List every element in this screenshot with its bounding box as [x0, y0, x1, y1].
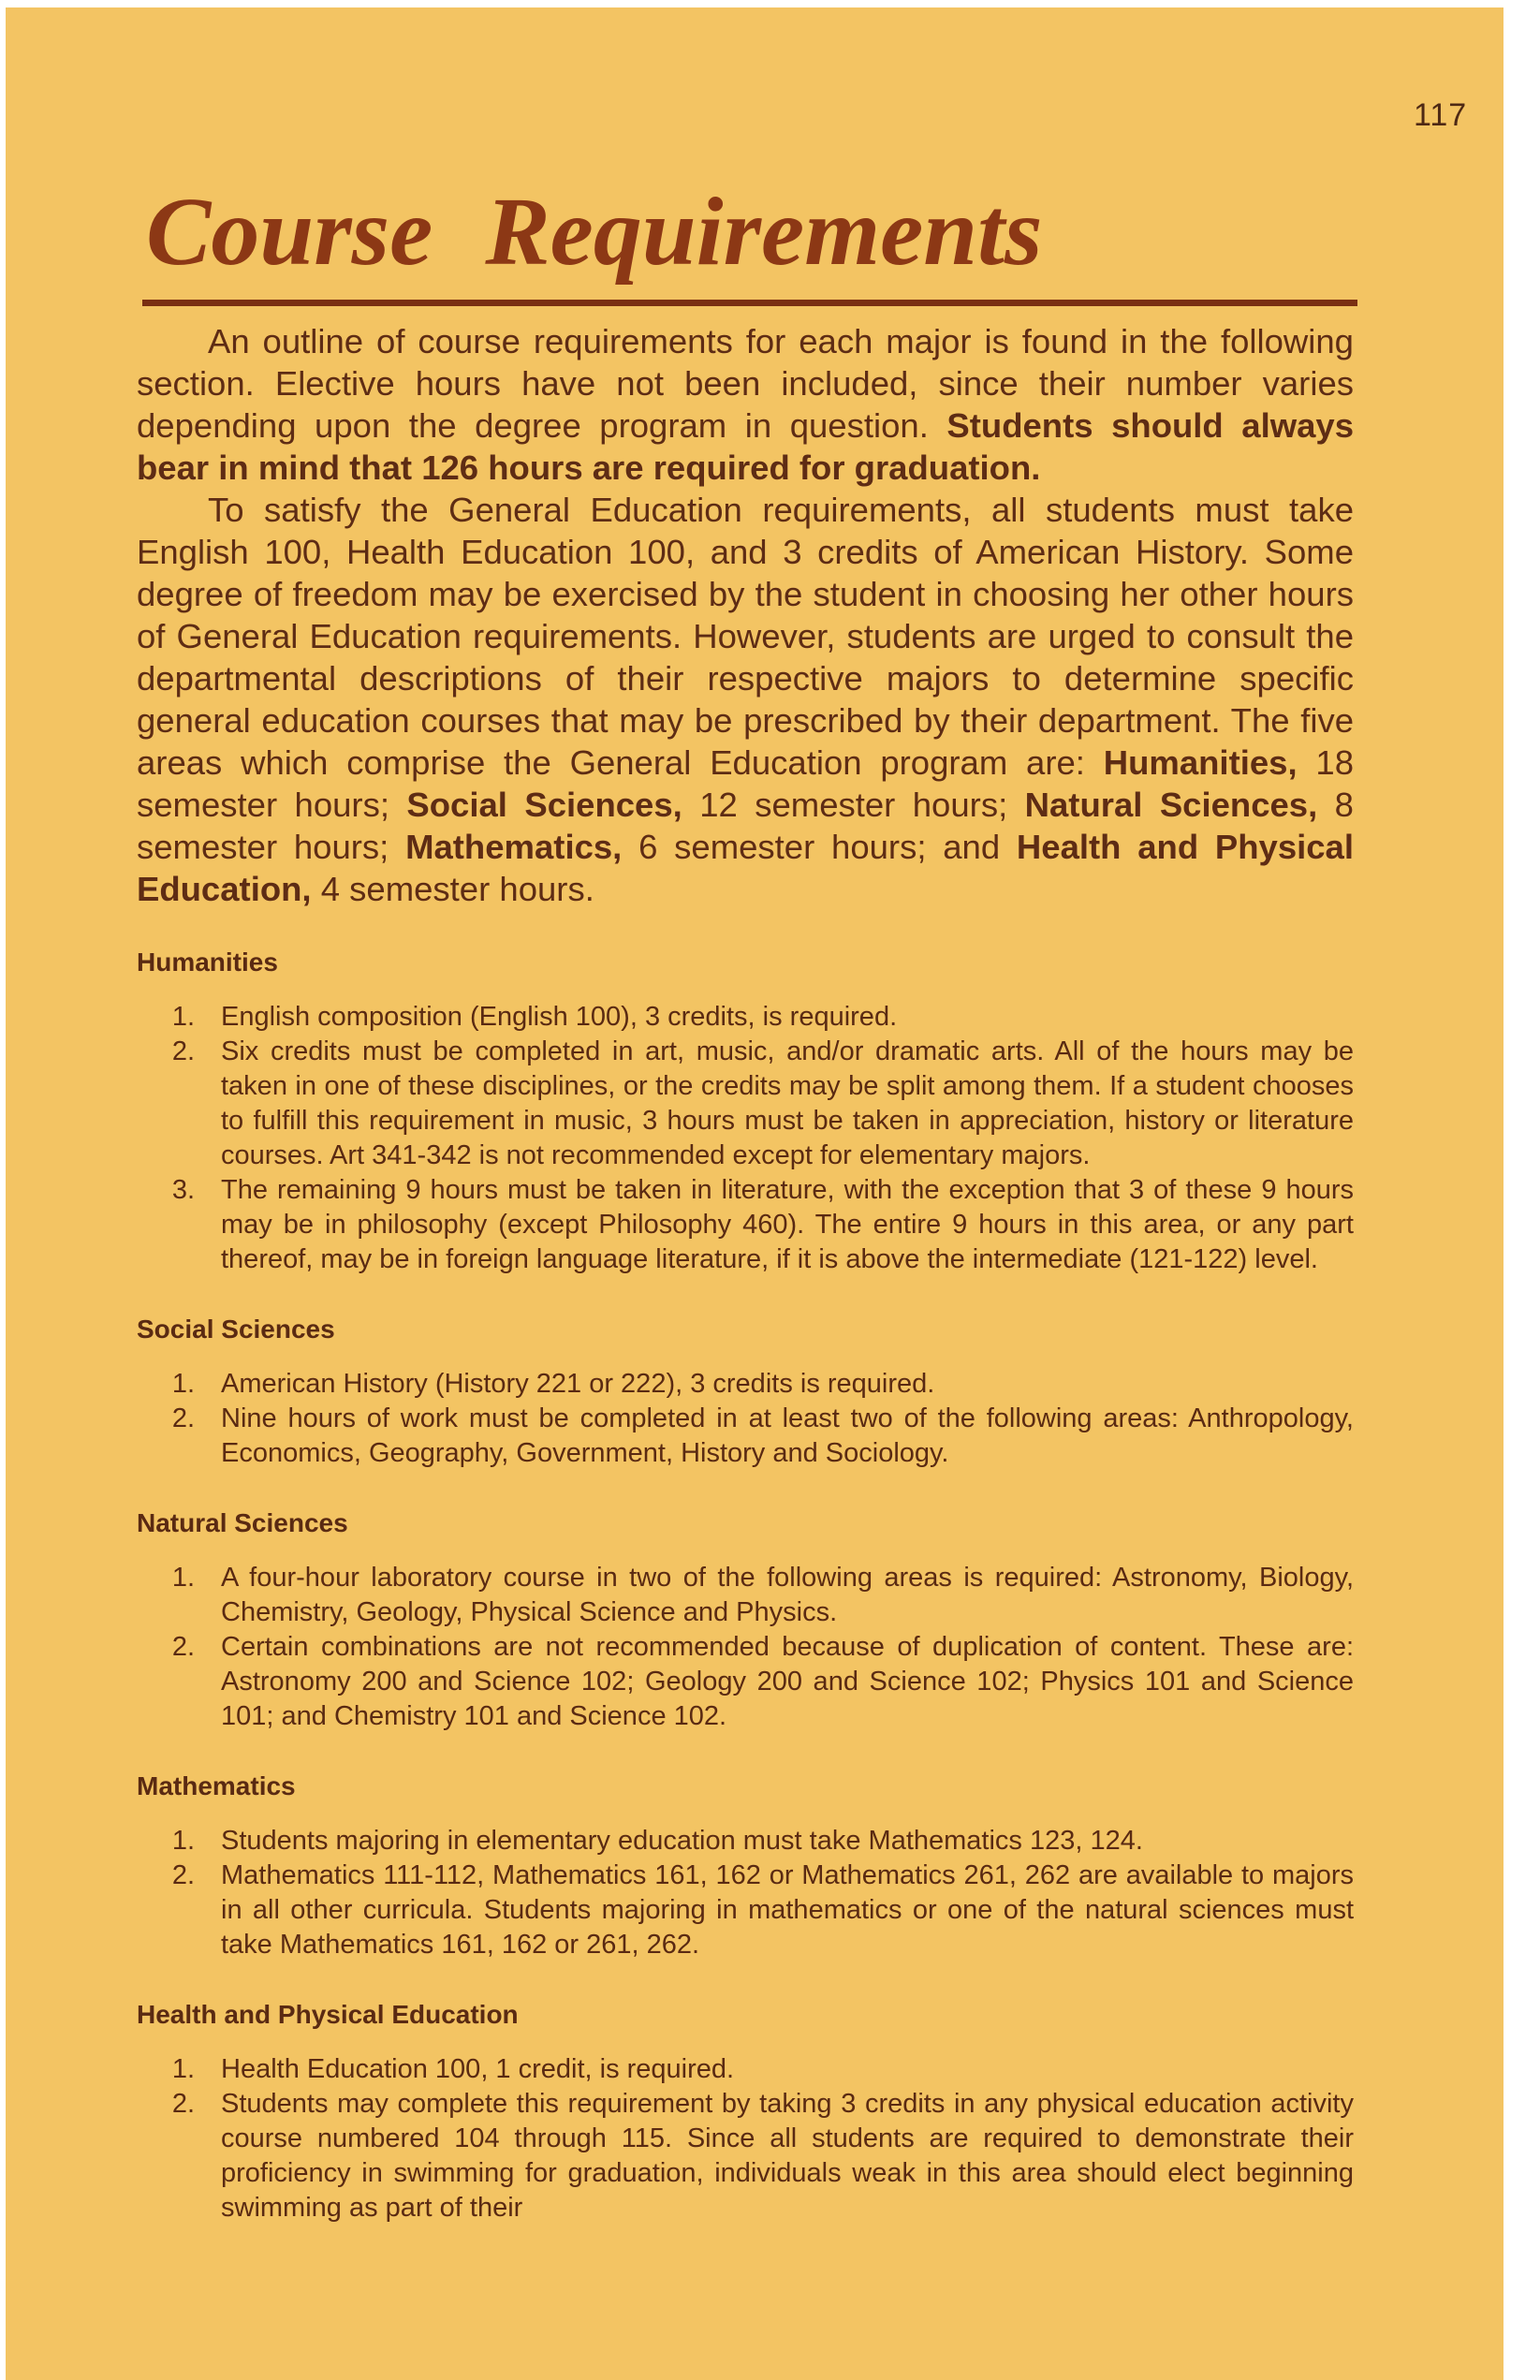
item-number: 2. [171, 1632, 195, 1662]
requirement-list [137, 1824, 1354, 1962]
section-heading: Natural Sciences [137, 1508, 348, 1537]
item-text: Mathematics 111-112, Mathematics 161, 162 or Mathematics 261, 262 are available to majors in all other curricula. Students majoring in mathematics or one of the natural sciences must take Mathematics 161, 162 or 261, 262. [221, 1860, 1354, 1960]
item-number: 1. [171, 1369, 195, 1399]
list-item [137, 1000, 1354, 1035]
item-number: 1. [171, 1563, 195, 1593]
item-number: 2. [171, 1403, 195, 1433]
list-item [137, 1858, 1354, 1962]
list-item [137, 2052, 1354, 2087]
area-name: Humanities, [1103, 743, 1298, 782]
intro [137, 320, 1354, 910]
item-number: 1. [171, 2054, 195, 2084]
area-hours: 18 semester hours; [137, 743, 1354, 824]
requirement-list [137, 1561, 1354, 1734]
item-number: 1. [171, 1826, 195, 1856]
item-text: Certain combinations are not recommended because of duplication of content. These are: Astronomy 200 and Science 102; Geology 200 and Science 102; Physics 101 and Science 101; and Chemistry 101 and Science 102. [221, 1632, 1354, 1731]
section-heading: Social Sciences [137, 1315, 335, 1344]
title-rule [142, 300, 1357, 306]
intro-paragraph-2 [137, 489, 1354, 910]
page-number: 117 [1414, 97, 1468, 133]
item-text: A four-hour laboratory course in two of the following areas is required: Astronomy, Biology, Chemistry, Geology, Physical Science and Physics. [221, 1563, 1354, 1627]
item-text: Students may complete this requirement by taking 3 credits in any physical education activity course numbered 104 through 115. Since all students are required to demonstrate their proficiency in swimming for graduation, individuals weak in this area should elect beginning swimming as part of their [221, 2089, 1354, 2223]
area-name: Natural Sciences, [1024, 786, 1318, 824]
item-number: 3. [171, 1175, 195, 1205]
area-hours: 12 semester hours; [682, 786, 1025, 824]
list-item [137, 1561, 1354, 1630]
list-item [137, 1630, 1354, 1734]
section-social-sciences [137, 1315, 1354, 1471]
list-item [137, 1367, 1354, 1402]
item-text: English composition (English 100), 3 credits, is required. [221, 1002, 898, 1032]
list-item [137, 1824, 1354, 1858]
area-hours: 8 semester hours; [137, 786, 1354, 866]
item-number: 2. [171, 1036, 195, 1066]
item-text: Six credits must be completed in art, music, and/or dramatic arts. All of the hours may be taken in one of these disciplines, or the credits may be split among them. If a student chooses to fulfill this requirement in music, 3 hours must be taken in appreciation, history or literature courses. Art 341-342 is not recommended except for elementary majors. [221, 1036, 1354, 1170]
section-heading: Humanities [137, 948, 278, 977]
requirement-list [137, 2052, 1354, 2226]
area-name: Social Sciences, [406, 786, 682, 824]
item-text: American History (History 221 or 222), 3 credits is required. [221, 1369, 935, 1399]
area-name: Health and Physical Education, [137, 828, 1354, 908]
item-text: Students majoring in elementary education must take Mathematics 123, 124. [221, 1826, 1143, 1856]
page-content [137, 320, 1354, 2226]
section-heading: Health and Physical Education [137, 2000, 519, 2029]
gen-ed-text: To satisfy the General Education requirements, all students must take English 100, Health Education 100, and 3 credits of American History. Some degree of freedom may be exercised by the student in choosing her other hours of General Education requirements. However, students are urged to consult the departmental descriptions of their respective majors to determine specific general education courses that may be prescribed by their department. The five areas which comprise the General Education program are: [137, 491, 1354, 782]
section-natural-sciences [137, 1508, 1354, 1734]
item-text: Nine hours of work must be completed in at least two of the following areas: Anthropology, Economics, Geography, Government, History and Sociology. [221, 1403, 1354, 1468]
item-number: 1. [171, 1002, 195, 1032]
scan-margin [1503, 7, 1540, 2380]
area-hours: 4 semester hours. [311, 870, 594, 908]
item-text: The remaining 9 hours must be taken in literature, with the exception that 3 of these 9 hours may be in philosophy (except Philosophy 460). The entire 9 hours in this area, or any part thereof, may be in foreign language literature, if it is above the intermediate (121-122) level. [221, 1175, 1354, 1274]
area-hours: 6 semester hours; and [622, 828, 1017, 866]
section-mathematics [137, 1771, 1354, 1962]
list-item [137, 1402, 1354, 1471]
graduation-hours-note: Students should always bear in mind that 126 hours are required for graduation. [137, 406, 1354, 487]
intro-paragraph-1 [137, 320, 1354, 489]
list-item [137, 1173, 1354, 1277]
area-name: Mathematics, [405, 828, 623, 866]
item-text: Health Education 100, 1 credit, is required. [221, 2054, 735, 2084]
item-number: 2. [171, 2089, 195, 2119]
page-title: Course Requirements [146, 178, 1043, 286]
list-item [137, 1035, 1354, 1173]
section-health-physical-education [137, 2000, 1354, 2226]
item-number: 2. [171, 1860, 195, 1890]
section-humanities [137, 948, 1354, 1277]
catalog-page [6, 7, 1503, 2380]
section-heading: Mathematics [137, 1771, 296, 1800]
intro-text: An outline of course requirements for each major is found in the following section. Elective hours have not been included, since their number varies depending upon the degree program in question. [137, 322, 1354, 445]
requirement-list [137, 1000, 1354, 1277]
list-item [137, 2087, 1354, 2226]
requirement-list [137, 1367, 1354, 1471]
